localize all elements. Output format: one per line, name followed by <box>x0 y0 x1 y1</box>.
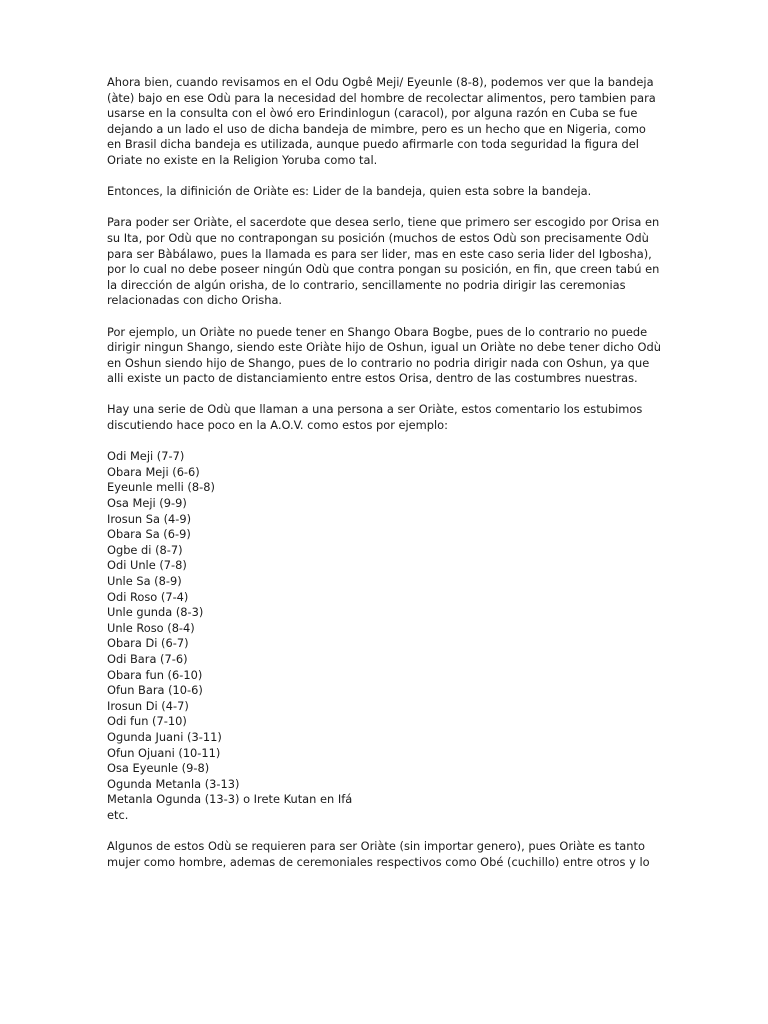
text-line: Para poder ser Oriàte, el sacerdote que desea serlo, tiene que primero ser escogido por Orisa en <box>107 215 660 230</box>
text-line: dejando a un lado el uso de dicha bandeja de mimbre, pero es un hecho que en Nigeria, como <box>107 121 646 136</box>
list-item: Obara Di (6-7) <box>107 636 189 651</box>
text-line: en Oshun siendo hijo de Shango, pues de lo contrario no podria dirigir nada con Oshun, ya que <box>107 355 650 370</box>
list-item: Odi Roso (7-4) <box>107 589 189 604</box>
paragraph-requisitos <box>107 215 667 309</box>
text-line: Por ejemplo, un Oriàte no puede tener en Shango Obara Bogbe, pues de lo contrario no puede <box>107 324 648 339</box>
paragraph-serie-odu <box>107 402 667 433</box>
list-item: Osa Eyeunle (9-8) <box>107 761 210 776</box>
list-item: Unle Sa (8-9) <box>107 574 182 588</box>
list-item: Obara Meji (6-6) <box>107 464 200 479</box>
text-line: por lo cual no debe poseer ningún Odù que contra pongan su posición, en fin, que creen tabú en <box>107 262 660 277</box>
text-line: usarse en la consulta con el òwó ero Erindinlogun (caracol), por alguna razón en Cuba se fue <box>107 106 638 121</box>
list-item: Ofun Bara (10-6) <box>107 683 203 698</box>
list-item: Obara fun (6-10) <box>107 667 203 682</box>
text-line: discutiendo hace poco en la A.O.V. como estos por ejemplo: <box>107 418 448 433</box>
text-line: (àte) bajo en ese Odù para la necesidad del hombre de recolectar alimentos, pero tambien para <box>107 90 656 105</box>
text-line: Oriate no existe en la Religion Yoruba como tal. <box>107 152 378 167</box>
list-item: Obara Sa (6-9) <box>107 527 191 542</box>
text-line: mujer como hombre, ademas de ceremoniales respectivos como Obé (cuchillo) entre otros y lo <box>107 854 650 869</box>
paragraph-closing <box>107 839 667 870</box>
text-line: Entonces, la difinición de Oriàte es: Lider de la bandeja, quien esta sobre la bandeja. <box>107 184 592 199</box>
text-line: para ser Bàbálawo, pues la llamada es para ser lider, mas en este caso seria lider del Igbosha), <box>107 246 652 261</box>
text-line: dirigir ningun Shango, siendo este Oriàte hijo de Oshun, igual un Oriàte no debe tener dicho Odù <box>107 340 661 355</box>
list-item: Ogunda Metanla (3-13) <box>107 776 240 791</box>
paragraph-bandeja-intro <box>107 75 667 169</box>
list-item: Unle Roso (8-4) <box>107 620 195 635</box>
text-line: en Brasil dicha bandeja es utilizada, aunque puedo afirmarle con toda seguridad la figura del <box>107 137 639 152</box>
list-item: Osa Meji (9-9) <box>107 496 187 511</box>
paragraph-definicion <box>107 184 667 200</box>
list-item: Unle gunda (8-3) <box>107 605 204 620</box>
text-line: Hay una serie de Odù que llaman a una persona a ser Oriàte, estos comentario los estubimos <box>107 402 643 417</box>
text-line: Ahora bien, cuando revisamos en el Odu Ogbê Meji/ Eyeunle (8-8), podemos ver que la bandeja <box>107 75 654 89</box>
list-item: Irosun Sa (4-9) <box>107 511 192 526</box>
list-item: Odi Unle (7-8) <box>107 558 187 573</box>
list-item: Metanla Ogunda (13-3) o Irete Kutan en Ifá <box>107 792 353 807</box>
list-item: Ogunda Juani (3-11) <box>107 729 222 744</box>
text-line: relacionadas con dicho Orisha. <box>107 293 283 308</box>
list-item: Eyeunle melli (8-8) <box>107 480 215 495</box>
odu-list <box>107 449 667 823</box>
list-item: Irosun Di (4-7) <box>107 698 189 713</box>
list-item: Odi fun (7-10) <box>107 714 187 729</box>
document-page <box>107 75 667 886</box>
text-line: la dirección de algún orisha, de lo contrario, sencillamente no podria dirigir las ceremonias <box>107 277 626 292</box>
list-item: Ogbe di (8-7) <box>107 542 183 557</box>
text-line: su Ita, por Odù que no contrapongan su posición (muchos de estos Odù son precisamente Odù <box>107 230 649 245</box>
list-item: Odi Bara (7-6) <box>107 651 188 666</box>
list-item: Odi Meji (7-7) <box>107 449 185 464</box>
list-item: etc. <box>107 807 129 822</box>
text-line: alli existe un pacto de distanciamiento entre estos Orisa, dentro de las costumbres nuestras. <box>107 371 638 386</box>
list-item: Ofun Ojuani (10-11) <box>107 745 221 760</box>
text-line: Algunos de estos Odù se requieren para ser Oriàte (sin importar genero), pues Oriàte es tanto <box>107 839 645 854</box>
paragraph-ejemplo <box>107 325 667 387</box>
